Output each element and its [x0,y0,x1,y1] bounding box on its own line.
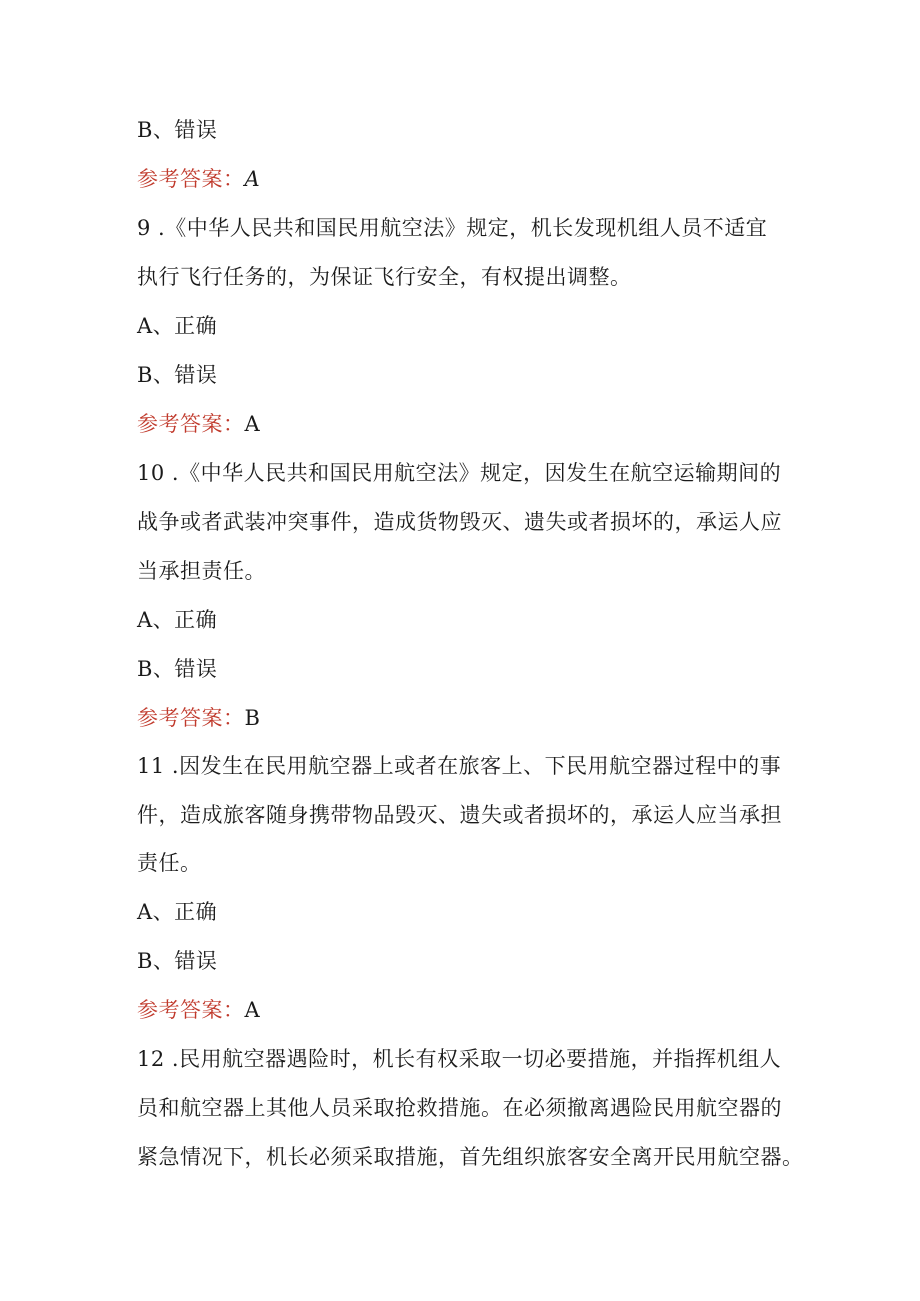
answer-option: B、错误 [137,949,218,973]
reference-answer-value: A [244,167,261,191]
question-text-line: 执行飞行任务的，为保证飞行安全，有权提出调整。 [137,265,632,289]
question-text-line: 11 .因发生在民用航空器上或者在旅客上、下民用航空器过程中的事 [137,754,782,778]
question-text-line: 员和航空器上其他人员采取抢救措施。在必须撤离遇险民用航空器的 [137,1096,782,1120]
reference-answer-label: 参考答案： [137,998,245,1022]
reference-answer [137,409,260,439]
question-text-line: 9 .《中华人民共和国民用航空法》规定，机长发现机组人员不适宜 [137,216,768,240]
question-text-line: 12 .民用航空器遇险时，机长有权采取一切必要措施，并指挥机组人 [137,1047,782,1071]
reference-answer-value: B [244,706,261,730]
answer-option: B、错误 [137,363,218,387]
answer-option: A、正确 [137,900,218,924]
question-text-line: 战争或者武装冲突事件，造成货物毁灭、遗失或者损坏的，承运人应 [137,510,782,534]
reference-answer-value: A [244,998,261,1022]
reference-answer-label: 参考答案： [137,167,245,191]
answer-option: A、正确 [137,608,218,632]
question-text-line: 当承担责任。 [137,559,266,583]
reference-answer-label: 参考答案： [137,706,245,730]
reference-answer [137,164,260,194]
reference-answer-value: A [244,412,261,436]
reference-answer [137,995,260,1025]
answer-option: A、正确 [137,314,218,338]
reference-answer [137,703,260,733]
reference-answer-label: 参考答案： [137,412,245,436]
question-text-line: 10 .《中华人民共和国民用航空法》规定，因发生在航空运输期间的 [137,461,782,485]
question-text-line: 件，造成旅客随身携带物品毁灭、遗失或者损坏的，承运人应当承担 [137,803,782,827]
answer-option: B、错误 [137,657,218,681]
answer-option: B、错误 [137,118,218,142]
question-text-line: 责任。 [137,851,202,875]
question-text-line: 紧急情况下，机长必须采取措施，首先组织旅客安全离开民用航空器。 [137,1145,804,1169]
